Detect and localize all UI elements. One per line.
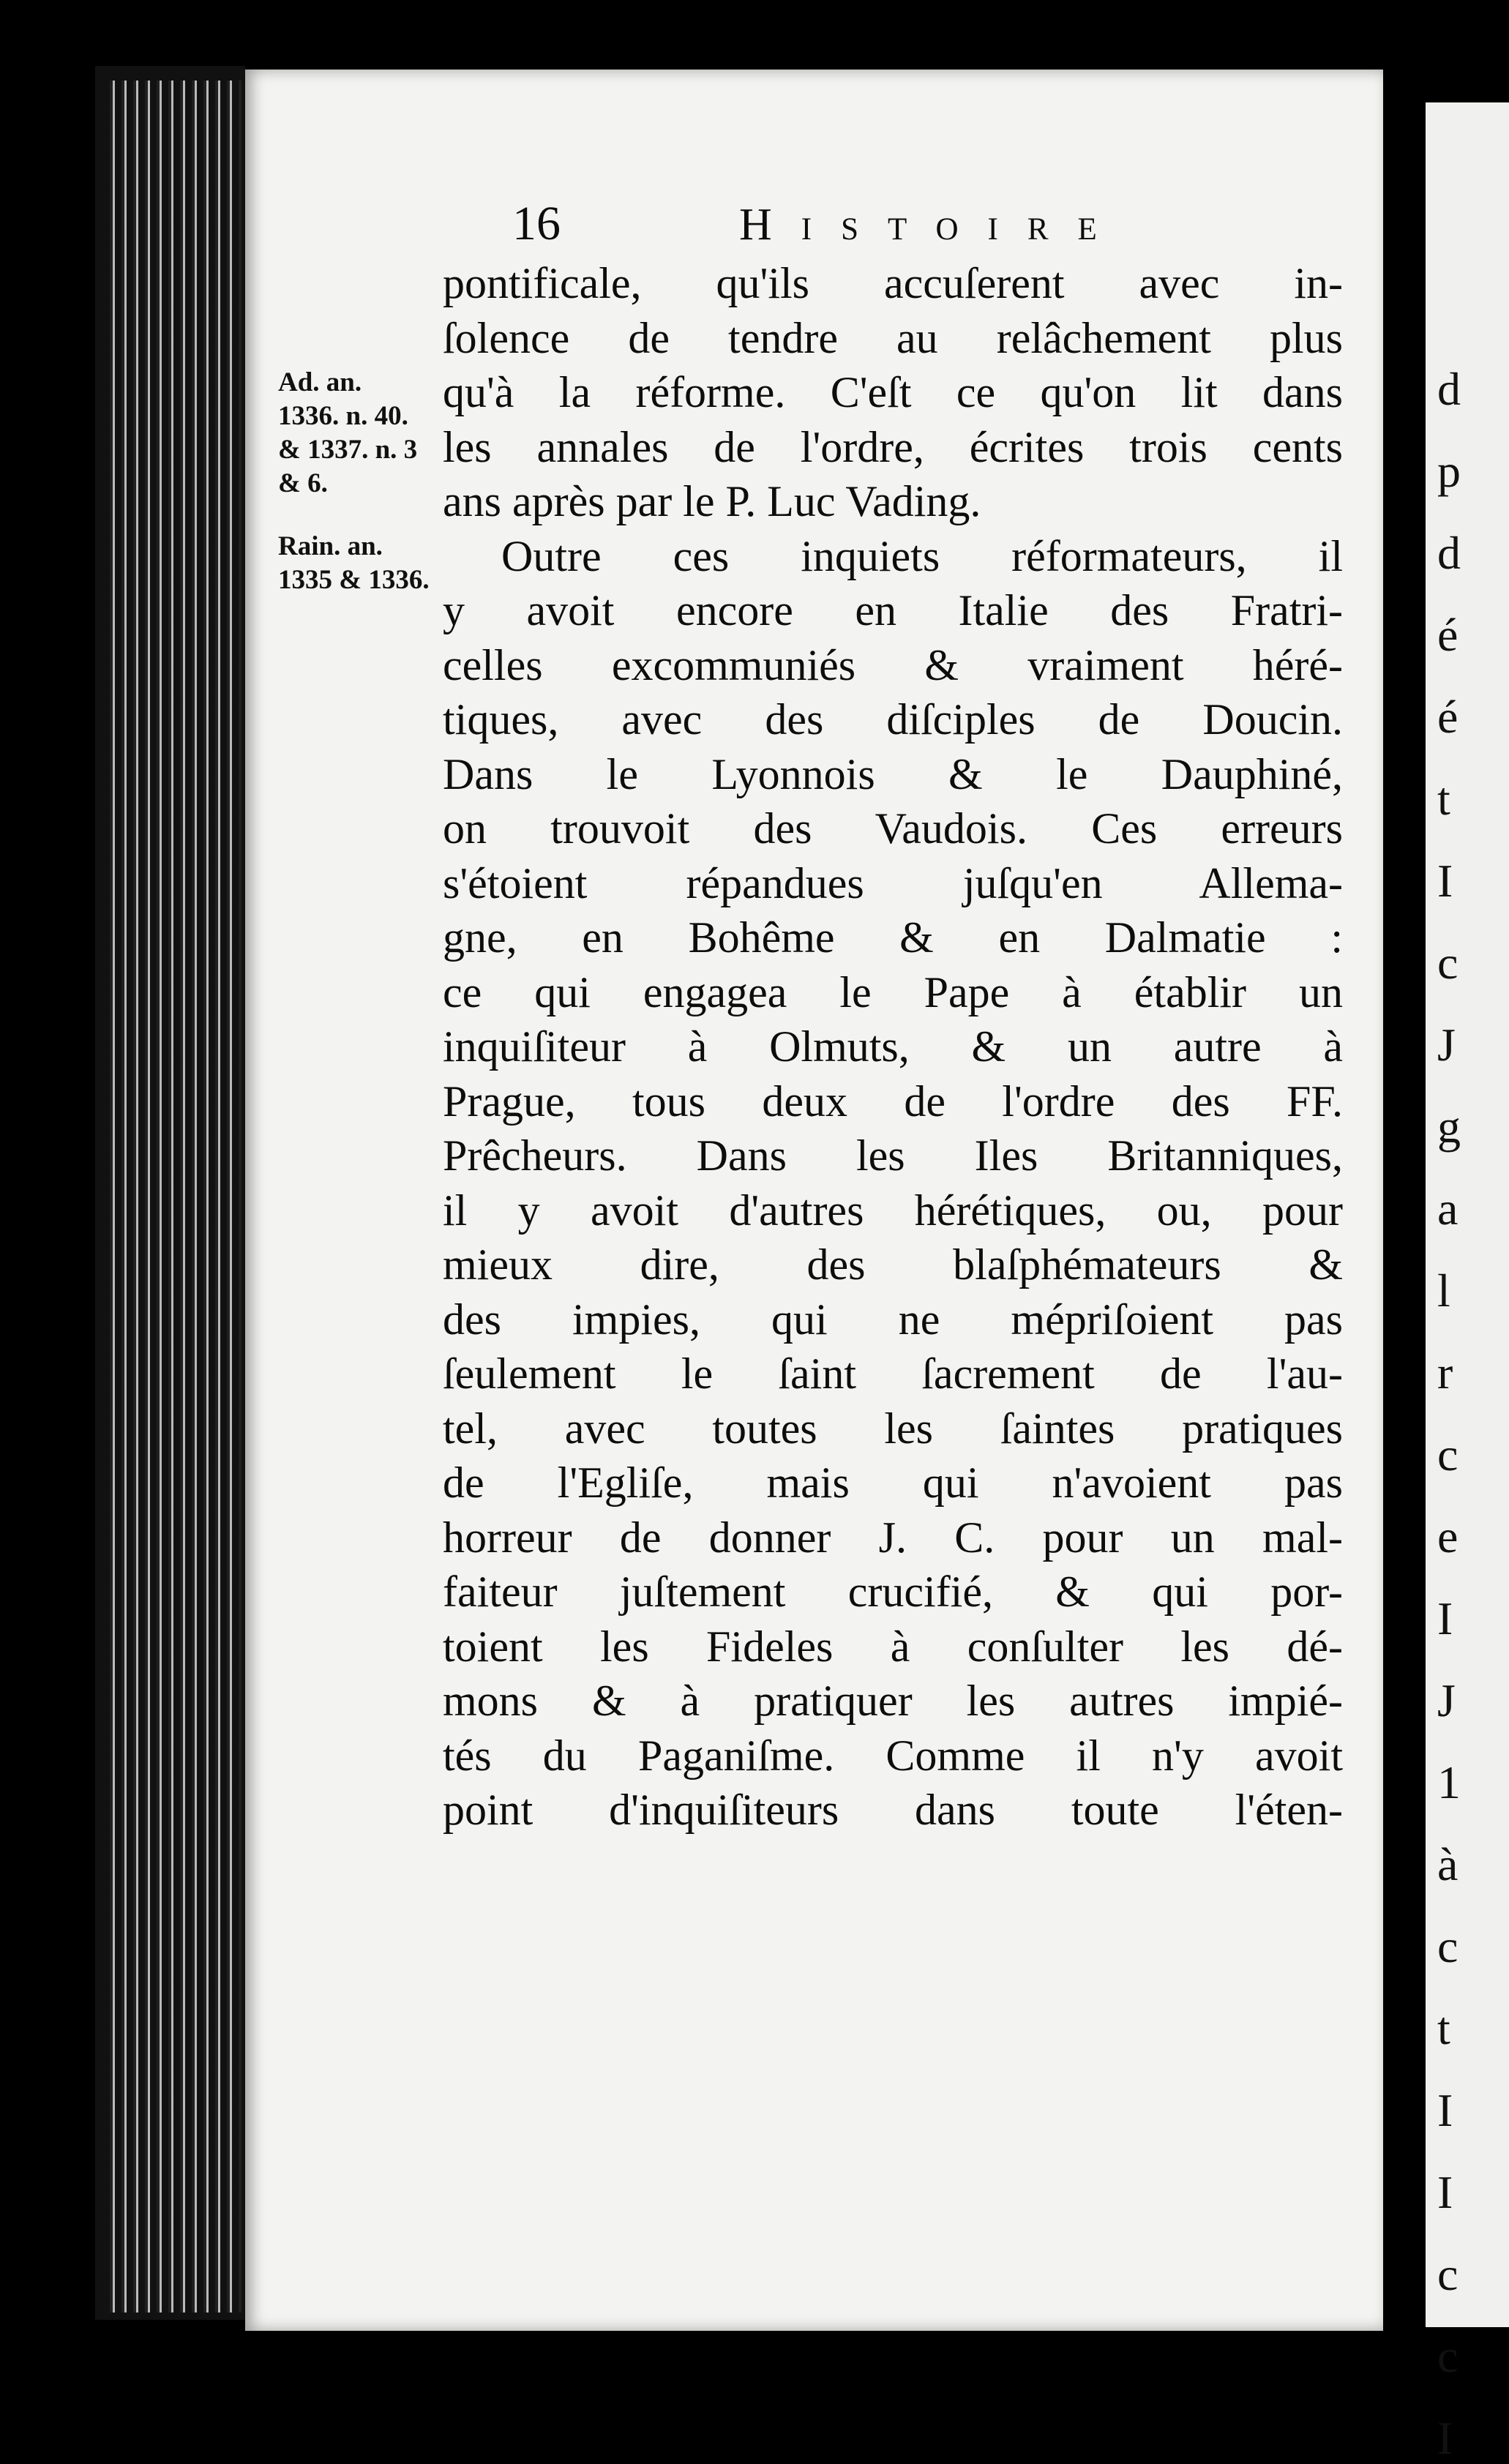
facing-page-letter: r (1437, 1347, 1453, 1398)
margin-note-line: 1336. n. 40. (278, 401, 408, 431)
text-line: de l'Egliſe, mais qui n'avoient pas (443, 1458, 1343, 1507)
facing-page-letter: e (1437, 1510, 1459, 1562)
running-header (512, 196, 1317, 262)
text-line: inquiſiteur à Olmuts, & un autre à (443, 1022, 1343, 1071)
page-edges (110, 80, 241, 2313)
facing-page-letter: t (1437, 2002, 1450, 2054)
text-line: ſeulement le ſaint ſacrement de l'au- (443, 1349, 1343, 1398)
text-line: Prague, tous deux de l'ordre des FF. (443, 1076, 1343, 1126)
text-line: mons & à pratiquer les autres impié- (443, 1677, 1343, 1725)
facing-page-letter: c (1437, 2330, 1459, 2382)
margin-note-line: Rain. an. (278, 531, 383, 561)
facing-page-letter: l (1437, 1265, 1450, 1317)
running-title: Histoire (739, 200, 1126, 250)
facing-page-letter: t (1437, 773, 1450, 825)
margin-note-line: 1335 & 1336. (278, 565, 430, 595)
text-line: mieux dire, des blaſphémateurs & (443, 1240, 1343, 1289)
text-line: Dans le Lyonnois & le Dauphiné, (443, 749, 1343, 798)
text-line: toient les Fideles à conſulter les dé- (443, 1622, 1343, 1671)
facing-page-letter: c (1437, 1920, 1459, 1972)
facing-page-letter: à (1437, 1838, 1459, 1890)
text-line: gne, en Bohême & en Dalmatie : (443, 913, 1343, 962)
text-line: tel, avec toutes les ſaintes pratiques (443, 1404, 1343, 1453)
facing-page-letter: I (1437, 855, 1453, 907)
facing-page-letter: é (1437, 609, 1459, 661)
main-text (443, 256, 1343, 1838)
text-line: horreur de donner J. C. pour un mal- (443, 1513, 1343, 1562)
text-line: pontificale, qu'ils accuſerent avec in- (443, 259, 1343, 307)
text-line: on trouvoit des Vaudois. Ces erreurs (443, 804, 1343, 853)
facing-page-letter: c (1437, 937, 1459, 989)
text-line: celles excommuniés & vraiment héré- (443, 640, 1343, 689)
page-number: 16 (512, 197, 561, 250)
text-line: des impies, qui ne mépriſoient pas (443, 1295, 1343, 1344)
facing-page-letter: I (1437, 1592, 1453, 1644)
text-line: Outre ces inquiets réformateurs, il (501, 531, 1343, 580)
facing-page-edge (1426, 102, 1509, 2464)
facing-page-letter: I (1437, 2084, 1453, 2136)
text-line: il y avoit d'autres hérétiques, ou, pour (443, 1186, 1343, 1235)
text-line: tiques, avec des diſciples de Doucin. (443, 695, 1343, 744)
facing-page-letter: d (1437, 527, 1461, 579)
text-line: ce qui engagea le Pape à établir un (443, 967, 1343, 1016)
text-line: s'étoient répandues juſqu'en Allema- (443, 858, 1343, 907)
margin-note-line: Ad. an. (278, 367, 362, 397)
facing-page-letter: I (1437, 2166, 1453, 2218)
facing-page-letter: g (1437, 1101, 1461, 1153)
text-line: ſolence de tendre au relâchement plus (443, 313, 1343, 362)
margin-note-line: & 6. (278, 468, 328, 498)
text-line: Prêcheurs. Dans les Iles Britanniques, (443, 1131, 1343, 1180)
text-line: les annales de l'ordre, écrites trois cents (443, 422, 1343, 471)
facing-page-letter: c (1437, 2248, 1459, 2300)
text-line: ans après par le P. Luc Vading. (443, 477, 981, 525)
facing-page-letter: é (1437, 691, 1459, 743)
margin-note-line: & 1337. n. 3 (278, 435, 418, 465)
facing-page-letter: J (1437, 1674, 1456, 1726)
facing-page-letter: p (1437, 445, 1461, 497)
facing-page-letter: I (1437, 2412, 1453, 2464)
facing-page-letter: d (1437, 363, 1461, 415)
facing-page-letter: c (1437, 1428, 1459, 1480)
text-line: qu'à la réforme. C'eſt ce qu'on lit dans (443, 368, 1343, 416)
text-line: tés du Paganiſme. Comme il n'y avoit (443, 1731, 1343, 1780)
text-line: y avoit encore en Italie des Fratri- (443, 586, 1343, 634)
facing-page-letter: 1 (1437, 1756, 1461, 1808)
text-line: faiteur juſtement crucifié, & qui por- (443, 1568, 1343, 1616)
facing-page-letter: J (1437, 1019, 1456, 1071)
facing-page-letter: a (1437, 1183, 1459, 1235)
text-line: point d'inquiſiteurs dans toute l'éten- (443, 1786, 1343, 1834)
